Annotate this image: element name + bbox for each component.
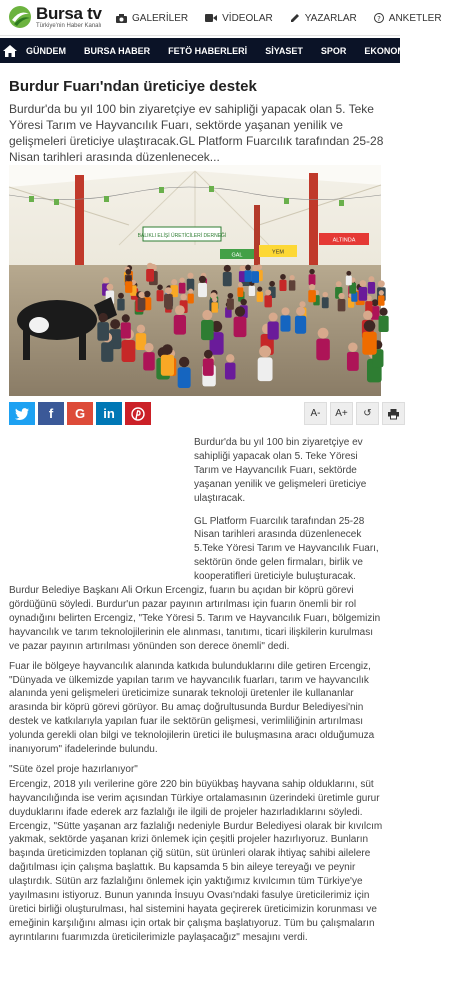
pinterest-icon	[131, 407, 145, 421]
linkedin-share-button[interactable]	[96, 402, 122, 425]
nav-item-bursa-haber[interactable]: BURSA HABER	[84, 45, 151, 56]
google-share-button[interactable]	[67, 402, 93, 425]
font-reset-button[interactable]: ↺	[356, 402, 379, 425]
facebook-icon: f	[48, 406, 54, 421]
authors-label: YAZARLAR	[304, 12, 357, 24]
site-logo[interactable]	[8, 4, 118, 32]
article-tools	[301, 402, 405, 425]
main-nav	[0, 38, 457, 63]
facebook-share-button[interactable]	[38, 402, 64, 425]
nav-item-feto-haberleri[interactable]: FETÖ HABERLERİ	[168, 45, 248, 56]
top-header	[0, 0, 442, 36]
galleries-link[interactable]	[116, 13, 188, 24]
home-icon	[3, 45, 17, 57]
article-paragraph-2: Fuar ile bölgeye hayvancılık alanında katkıda bulunduklarını dile getiren Ercengiz, "Dünyada ve ülkemizde yapılan tarım ve hayvancılık fuarları, tarım ve hayvancılık alanında yeni gelişmeleri üreticimize sunarak teknoloji üretenler ile kullananlar arasında bir köprü görevi görüyor. Bu amaç doğrultusunda Burdur Belediyesi'nin destek ve katkılarıyla yapılan fuar ile sektörün gelişmesi, verimliliğinin artırılması yolunda gerekli olan bilgi ve teknolojilerin üretici ile buluşmasına aracı olduğumuza inanıyorum" ifadelerinde bulundu.	[9, 660, 375, 756]
svg-text:?: ?	[376, 15, 381, 23]
article-body	[9, 436, 383, 951]
svg-text:BALIKLI ELİŞİ ÜRETİCİLERİ DERN: BALIKLI ELİŞİ ÜRETİCİLERİ DERNEĞİ	[137, 233, 227, 239]
article-lead-paragraph: Burdur'da bu yıl 100 bin ziyaretçiye ev sahipliği yapacak olan 5. Teke Yöresi Tarım ve Hayvancılık Fuarı, sektörde yaşanan yenilik ve gelişmeleri üreticiye ulaştıracak.	[194, 437, 367, 504]
polls-link[interactable]	[374, 13, 442, 24]
videos-label: VİDEOLAR	[222, 12, 273, 24]
google-icon: G	[74, 406, 86, 421]
font-increase-button[interactable]: A+	[330, 402, 353, 425]
float-spacer	[9, 436, 194, 582]
pencil-icon	[290, 13, 300, 23]
fair-crowd-image	[9, 165, 381, 396]
linkedin-icon: in	[103, 406, 115, 421]
logo-name: Bursa tv	[36, 4, 102, 23]
question-icon	[374, 13, 384, 23]
svg-text:GAL: GAL	[231, 252, 243, 259]
nav-item-spor[interactable]: SPOR	[320, 45, 347, 56]
pinterest-share-button[interactable]	[125, 402, 151, 425]
article-title: Burdur Fuarı'ndan üreticiye destek	[9, 78, 257, 95]
nav-item-gundem[interactable]: GÜNDEM	[26, 45, 66, 56]
article-subheading: "Süte özel proje hazırlanıyor"	[9, 763, 138, 775]
home-button[interactable]	[3, 38, 17, 63]
polls-label: ANKETLER	[388, 12, 442, 24]
twitter-icon	[15, 408, 29, 420]
twitter-share-button[interactable]	[9, 402, 35, 425]
font-decrease-button[interactable]: A-	[304, 402, 327, 425]
article-summary: Burdur'da bu yıl 100 bin ziyaretçiye ev sahipliği yapacak olan 5. Teke Yöresi Tarım ve Hayvancılık Fuarı, sektörde yaşanan yenilik ve gelişmeleri üreticiye ulaştıracak.GL Platform Fuarcılık tarafından 25-28 Nisan tarihleri arasında düzenlenecek...	[9, 102, 384, 164]
svg-text:ALTINDA: ALTINDA	[332, 237, 356, 244]
video-icon	[205, 14, 217, 22]
logo-mark-icon	[8, 5, 32, 29]
galleries-label: GALERİLER	[132, 12, 189, 24]
logo-tagline: Türkiye'nin Haber Kanalı	[36, 23, 102, 29]
camera-icon	[116, 14, 127, 23]
print-icon	[388, 409, 399, 419]
article-paragraph-3: Ercengiz, 2018 yılı verilerine göre 220 bin büyükbaş hayvana sahip olduklarını, süt hayvancılığında ise verim açısından Türkiye ortalamasının üzerindeki üretimle gurur duyduklarını ifade ederek arz fazlalığı ile ilgili de projeler hazırladıklarını söyledi. Ercengiz, "Sütte yaşanan arz fazlalığı nedeniyle Burdur Belediyesi olarak bir kıvılcım yakmak, sektörde yaşanan krizi önlemek için çeşitli projeler hazırlıyoruz. Bunların başında üreticimizden toplanan çiğ sütün, süt ürünleri olarak ihtiyaç sahibi ailelere dağıtılması için çalışma başlattık. Bu kapsamda 5 bin aileye tereyağı ve peynir ulaştırdık. Sütün arz fazlalığını önlemek için yaktığımız kıvılcımın tüm Türkiye'ye yayılmasını istiyoruz. Bunun yanında İnsuyu Ovası'ndaki fasulye üreticilerimiz için üretici birliği oluşturulması, hal sistemini hayata geçirerek üreticimizin korunması ve emeğinin karşılığını alması için ortak bir çalışma başlatıyoruz. Tüm bu çalışmaların ayrıntılarını fuarımızda üreticilerimizle paylaşacağız" mesajını verdi.	[9, 778, 383, 943]
nav-item-siyaset[interactable]: SİYASET	[265, 45, 303, 56]
nav-item-dunya[interactable]: DÜNYA	[425, 45, 457, 56]
svg-text:YEM: YEM	[272, 249, 284, 256]
videos-link[interactable]	[205, 13, 273, 24]
authors-link[interactable]	[290, 13, 357, 24]
nav-item-ekonomi[interactable]: EKONOMİ	[364, 45, 408, 56]
print-button[interactable]	[382, 402, 405, 425]
share-buttons	[9, 402, 154, 425]
article-image[interactable]	[9, 165, 381, 396]
article-paragraph-1: GL Platform Fuarcılık tarafından 25-28 Nisan tarihleri arasında düzenlenecek 5.Teke Yöresi Tarım ve Hayvancılık Fuarı, sektörün önde gelen firmaları, birlik ve kooperatifleri üreticiyle buluşturacak. Burdur Belediye Başkanı Ali Orkun Ercengiz, fuarın bu açıdan bir köprü görevi gördüğünü söyledi. Burdur'un pazar payının artırılması için fuarın önemli bir rol oynadığını belirten Ercengiz, "Teke Yöresi 5. Tarım ve Hayvancılık Fuarı, bölgemizin hayvancılık ve tarım teknolojilerinin ele alınması, tanıtımı, ticari ilişkilerin kurulması ve pazar payının artırılması yönünden son derece önemli" dedi.	[9, 515, 381, 652]
